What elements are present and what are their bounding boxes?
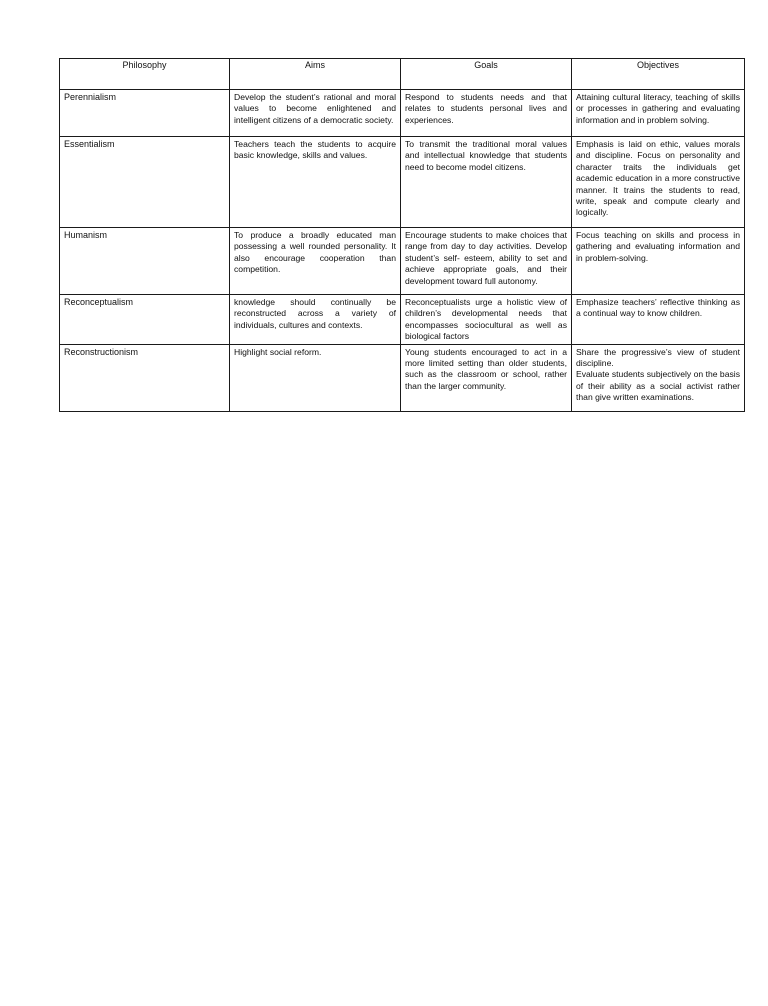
philosophy-table [59, 58, 745, 412]
objectives-text: Evaluate students subjectively on the basis of their ability as a social activist rather than give written examinations. [576, 369, 740, 403]
philosophy-cell: Reconceptualism [60, 295, 230, 345]
table-row [60, 137, 745, 228]
goals-cell: Young students encouraged to act in a more limited setting than older students, such as the classroom or school, rather than the larger community. [401, 344, 572, 411]
objectives-cell [572, 137, 745, 228]
table-row [60, 295, 745, 345]
aims-cell: To produce a broadly educated man possessing a well rounded personality. It also encourage cooperation than competition. [230, 228, 401, 295]
objectives-text: Share the progressive’s view of student discipline. [576, 346, 740, 369]
table-header-row [60, 59, 745, 90]
objectives-cell [572, 90, 745, 137]
goals-cell: Reconceptualists urge a holistic view of children’s developmental needs that encompasses sociocultural as well as biological factors [401, 295, 572, 345]
table-row [60, 90, 745, 137]
objectives-cell [572, 228, 745, 295]
objectives-cell [572, 295, 745, 345]
goals-cell: Encourage students to make choices that range from day to day activities. Develop student’s self- esteem, ability to set and achieve appropriate goals, and their development toward full autonomy. [401, 228, 572, 295]
aims-cell: knowledge should continually be reconstructed across a variety of individuals, cultures and contexts. [230, 295, 401, 345]
objectives-text: Focus teaching on skills and process in gathering and evaluating information and in problem-solving. [576, 230, 740, 263]
philosophy-cell: Humanism [60, 228, 230, 295]
aims-cell: Highlight social reform. [230, 344, 401, 411]
objectives-text: Emphasize teachers’ reflective thinking as a continual way to know children. [576, 297, 740, 319]
header-philosophy: Philosophy [60, 59, 230, 90]
philosophy-cell: Essentialism [60, 137, 230, 228]
goals-cell: To transmit the traditional moral values and intellectual knowledge that students need to become model citizens. [401, 137, 572, 228]
header-objectives: Objectives [572, 59, 745, 90]
philosophy-cell: Perennialism [60, 90, 230, 137]
goals-cell: Respond to students needs and that relates to students personal lives and experiences. [401, 90, 572, 137]
objectives-text: Attaining cultural literacy, teaching of skills or processes in gathering and evaluating information and in problem solving. [576, 92, 740, 125]
table-row [60, 344, 745, 411]
table-row [60, 228, 745, 295]
philosophy-cell: Reconstructionism [60, 344, 230, 411]
header-goals: Goals [401, 59, 572, 90]
header-aims: Aims [230, 59, 401, 90]
aims-cell: Teachers teach the students to acquire basic knowledge, skills and values. [230, 137, 401, 228]
objectives-text: Emphasis is laid on ethic, values morals and discipline. Focus on personality and character traits the individuals get academic education in a more constructive manner. It trains the students to read, write, speak and compute clearly and logically. [576, 139, 740, 218]
aims-cell: Develop the student’s rational and moral values to become enlightened and intelligent citizens of a democratic society. [230, 90, 401, 137]
objectives-cell [572, 344, 745, 411]
